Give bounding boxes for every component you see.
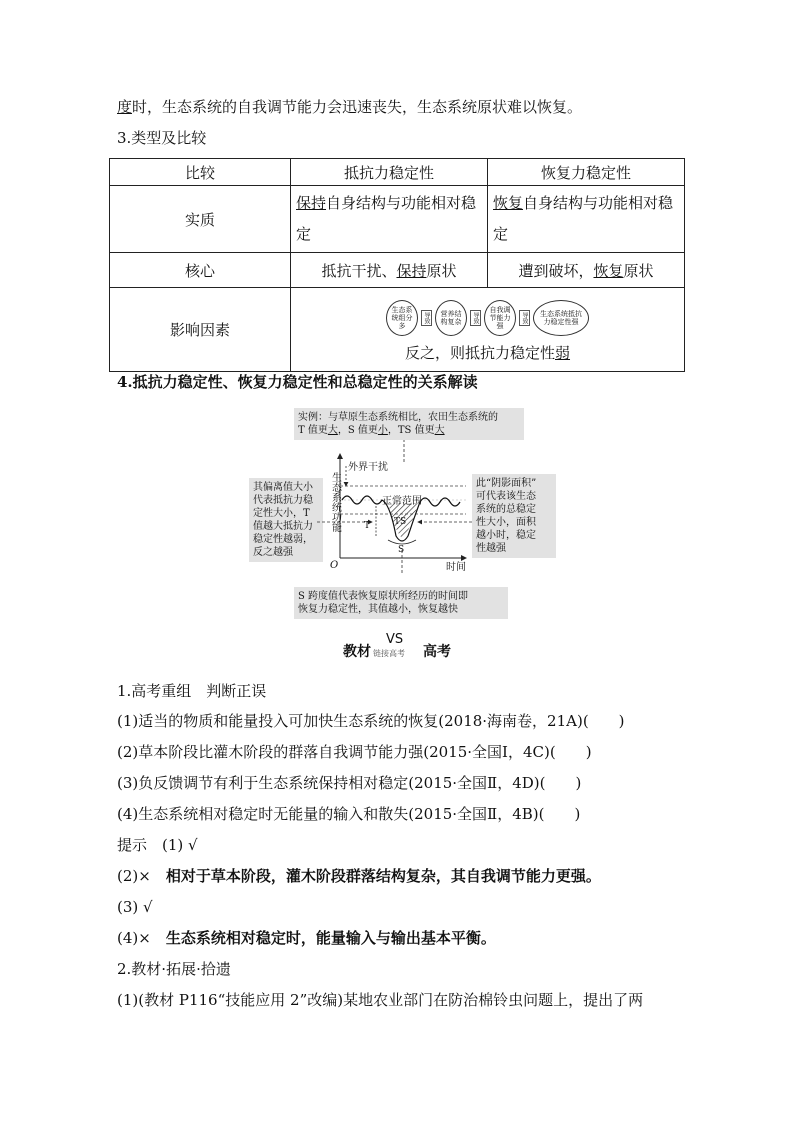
- question-4: (4)生态系统相对稳定时无能量的输入和散失(2015·全国Ⅱ，4B)( ): [117, 805, 581, 823]
- question-2: (2)草本阶段比灌木阶段的群落自我调节能力强(2015·全国Ⅰ，4C)( ): [117, 743, 592, 761]
- banner-vs: VS: [386, 632, 404, 647]
- banner-right: 高考: [423, 644, 451, 660]
- row-label-essence: 实质: [110, 186, 291, 253]
- chain-arrow-2: 导致: [472, 312, 479, 324]
- textbook-extension-line: (1)(教材 P116“技能应用 2”改编)某地农业部门在防治棉铃虫问题上，提出了两: [117, 991, 644, 1009]
- figure-box-top: 实例：与草原生态系统相比，农田生态系统的 T 值更大，S 值更小，TS 值更大: [294, 408, 524, 440]
- banner-left: 教材: [343, 644, 371, 660]
- core-resistance: 抵抗干扰、保持原状: [291, 253, 488, 288]
- question-1: (1)适当的物质和能量投入可加快生态系统的恢复(2018·海南卷，21A)( ): [117, 712, 625, 730]
- header-resistance: 抵抗力稳定性: [291, 159, 488, 186]
- intro-text: 时，生态系统的自我调节能力会迅速丧失，生态系统原状难以恢复。: [132, 98, 583, 116]
- t-label: T: [364, 521, 371, 531]
- y-axis-label: 生态系统功能: [329, 472, 341, 532]
- section-3-title: 3.类型及比较: [117, 129, 207, 147]
- underlined-word: 度: [117, 98, 133, 116]
- chain-arrow-3: 导致: [521, 312, 528, 324]
- core-resilience: 遭到破坏，恢复原状: [488, 253, 685, 288]
- row-label-core: 核心: [110, 253, 291, 288]
- question-section-title: 1.高考重组 判断正误: [117, 682, 267, 700]
- stability-graph: [316, 440, 476, 575]
- question-3: (3)负反馈调节有利于生态系统保持相对稳定(2015·全国Ⅱ，4D)( ): [117, 774, 582, 792]
- answer-2: (2)× 相对于草本阶段，灌木阶段群落结构复杂，其自我调节能力更强。: [117, 867, 601, 885]
- origin-label: O: [330, 560, 339, 571]
- answer-hint: 提示 (1) √: [117, 836, 198, 854]
- answer-4: (4)× 生态系统相对稳定时，能量输入与输出基本平衡。: [117, 929, 496, 947]
- factor-cell: [291, 288, 685, 372]
- header-resilience: 恢复力稳定性: [488, 159, 685, 186]
- row-label-factor: 影响因素: [110, 288, 291, 372]
- chain-arrow-1: 导致: [423, 312, 430, 324]
- textbook-vs-exam-banner: [343, 632, 463, 658]
- figure-box-bottom: S 跨度值代表恢复原状所经历的时间即 恢复力稳定性，其值越小，恢复越快: [294, 587, 508, 619]
- factor-note: 反之，则抵抗力稳定性弱: [404, 344, 571, 362]
- comparison-table: [109, 158, 685, 372]
- disturb-label: 外界干扰: [348, 462, 388, 473]
- section-2-title: 2.教材·拓展·拾遗: [117, 960, 231, 978]
- chain-node-3: 自我调节能力强: [484, 300, 516, 336]
- figure-box-left: 其偏离值大小 代表抵抗力稳 定性大小，T 值越大抵抗力 稳定性越弱， 反之越强: [249, 478, 323, 562]
- answer-3: (3) √: [117, 898, 153, 916]
- chain-node-4: 生态系统抵抗力稳定性强: [533, 300, 589, 336]
- essence-resistance: 保持自身结构与功能相对稳定: [291, 186, 488, 253]
- chain-node-2: 营养结构复杂: [435, 300, 467, 336]
- factor-chain: [296, 300, 679, 336]
- header-compare: 比较: [110, 159, 291, 186]
- section-4-title: 4.抵抗力稳定性、恢复力稳定性和总稳定性的关系解读: [117, 373, 478, 391]
- banner-sub: 链接高考: [373, 649, 405, 658]
- ts-label: TS: [394, 517, 407, 527]
- chain-node-1: 生态系统组分多: [386, 300, 418, 336]
- normal-range-label: 正常范围: [382, 496, 422, 507]
- essence-resilience: 恢复自身结构与功能相对稳定: [488, 186, 685, 253]
- intro-paragraph: [117, 97, 582, 117]
- s-label: S: [398, 545, 405, 555]
- figure-box-right: 此“阴影面积” 可代表该生态 系统的总稳定 性大小，面积 越小时，稳定 性越强: [472, 474, 556, 558]
- x-axis-label: 时间: [446, 562, 466, 573]
